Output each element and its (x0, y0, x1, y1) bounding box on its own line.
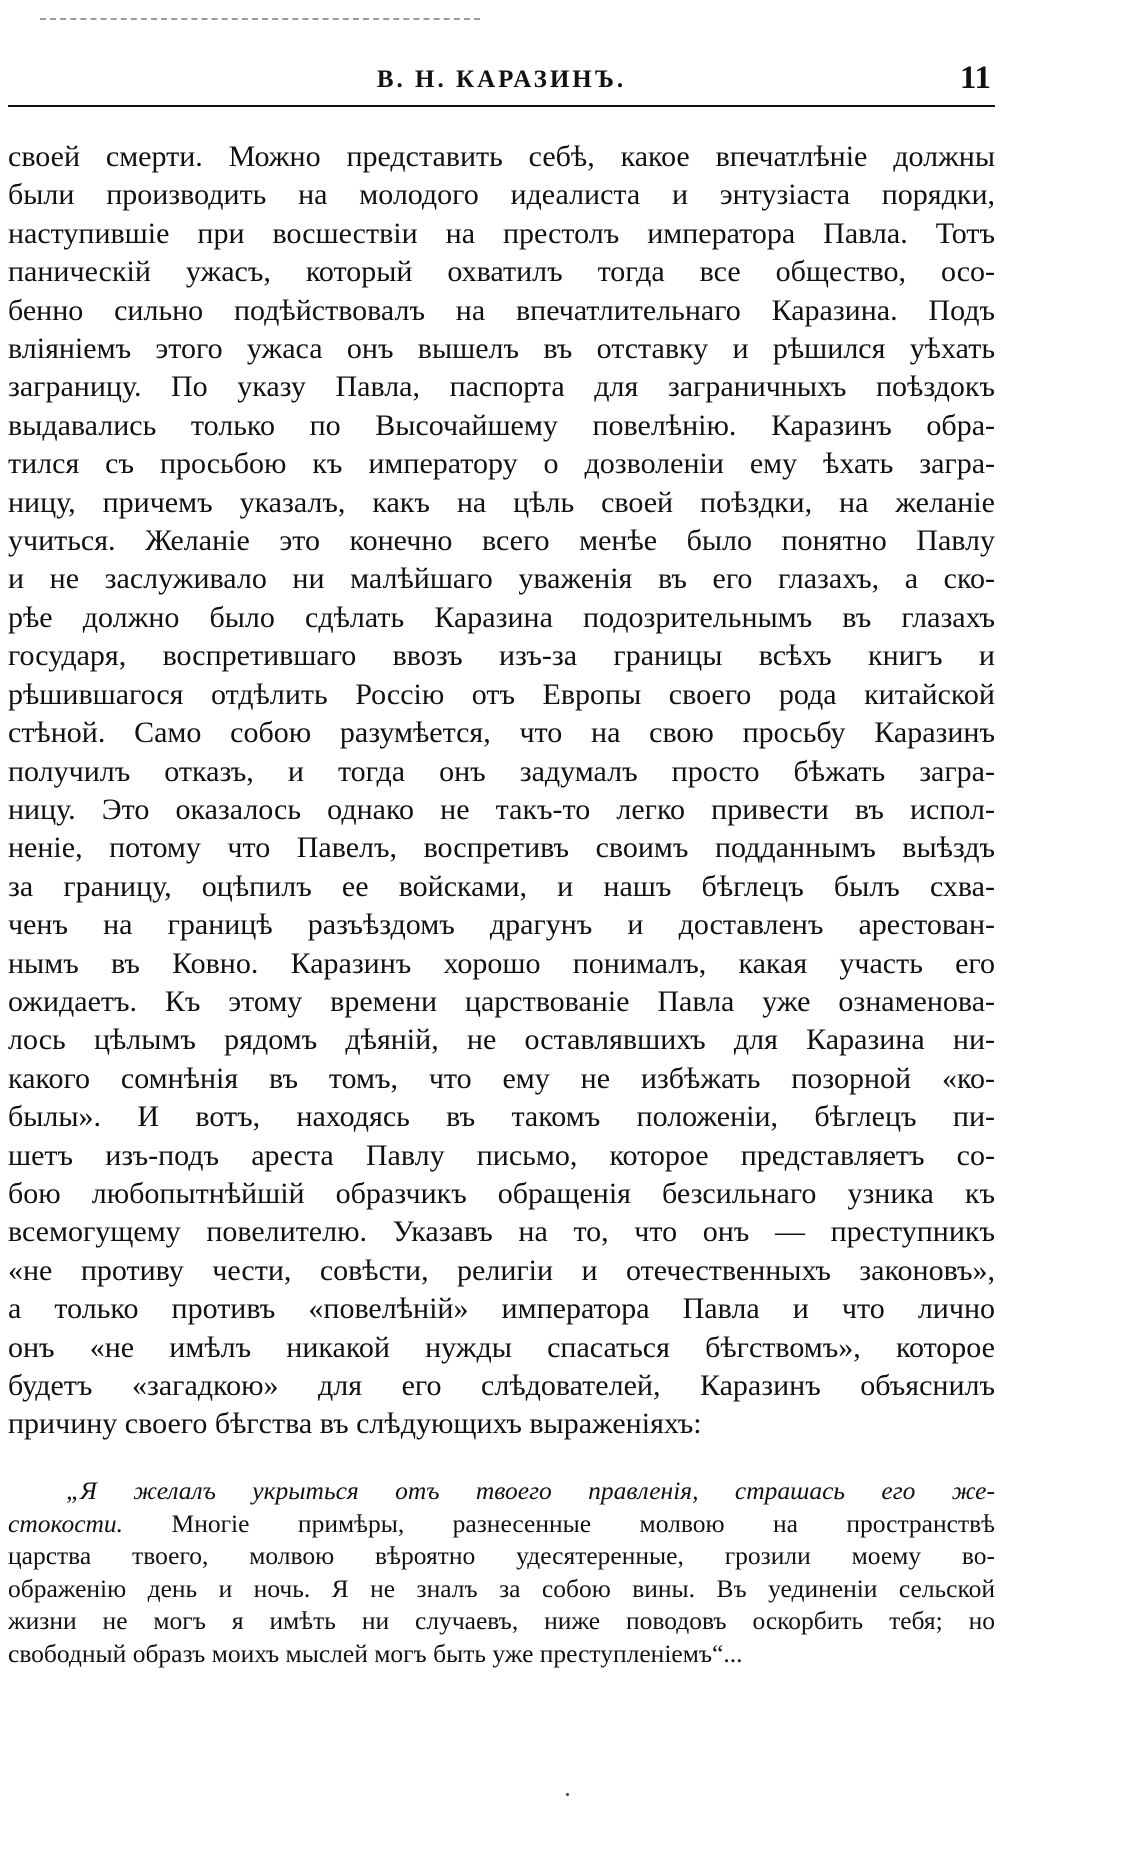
text-line: бою любопытнѣйшій образчикъ обращенія безсильнаго узника къ (8, 1176, 995, 1210)
quote-line: жизни не могъ я имѣть ни случаевъ, ниже поводовъ оскорбить тебя; но (8, 1606, 995, 1635)
text-line: наступившіе при восшествіи на престолъ императора Павла. Тотъ (8, 216, 995, 250)
text-line: своей смерти. Можно представить себѣ, какое впечатлѣніе должны (8, 140, 995, 173)
body-text (8, 138, 995, 1444)
text-line: всемогущему повелителю. Указавъ на то, что онъ — преступникъ (8, 1215, 995, 1249)
text-line: заграницу. По указу Павла, паспорта для заграничныхъ поѣздокъ (8, 370, 995, 404)
text-line: неніе, потому что Павелъ, воспретивъ своимъ подданнымъ выѣздъ (8, 831, 995, 865)
text-line: паническій ужасъ, который охватилъ тогда все общество, осо- (8, 255, 995, 289)
text-line: лось цѣлымъ рядомъ дѣяній, не оставлявшихъ для Каразина ни- (8, 1023, 995, 1057)
text-line: за границу, оцѣпилъ ее войсками, и нашъ бѣглецъ былъ схва- (8, 869, 995, 903)
quote-line (8, 1508, 995, 1541)
text-line: бенно сильно подѣйствовалъ на впечатлительнаго Каразина. Подъ (8, 293, 995, 327)
text-line: были производить на молодого идеалиста и энтузіаста порядки, (8, 178, 995, 212)
text-line: учиться. Желаніе это конечно всего менѣе было понятно Павлу (8, 524, 995, 558)
quote-line: царства твоего, молвою вѣроятно удесятеренные, грозили моему во- (8, 1541, 995, 1570)
text-line: тился съ просьбою къ императору о дозволеніи ему ѣхать загра- (8, 447, 995, 481)
scan-artifact-rule (40, 18, 480, 20)
text-line: выдавались только по Высочайшему повелѣнію. Каразинъ обра- (8, 408, 995, 442)
text-line: государя, воспретившаго ввозъ изъ-за границы всѣхъ книгъ и (8, 639, 995, 673)
text-line: будетъ «загадкою» для его слѣдователей, Каразинъ объяснилъ (8, 1369, 995, 1402)
text-line: ницу. Это оказалось однако не такъ-то легко привести въ испол- (8, 792, 995, 826)
running-head: В. Н. КАРАЗИНЪ. (376, 66, 627, 93)
text-line: причину своего бѣгства въ слѣдующихъ выраженіяхъ: (8, 1407, 702, 1441)
quote-fragment: Многіе примѣры, разнесенные молвою на пространствѣ (123, 1508, 995, 1538)
header-rule (8, 105, 995, 107)
text-line: онъ «не имѣлъ никакой нужды спасаться бѣгствомъ», которое (8, 1330, 995, 1364)
text-line: какого сомнѣнія въ томъ, что ему не избѣжать позорной «ко- (8, 1061, 995, 1095)
text-line: ожидаетъ. Къ этому времени царствованіе Павла уже ознаменова- (8, 984, 995, 1018)
text-line: былы». И вотъ, находясь въ такомъ положеніи, бѣглецъ пи- (8, 1100, 995, 1134)
scan-speck (566, 1793, 569, 1796)
text-line: рѣшившагося отдѣлить Россію отъ Европы своего рода китайской (8, 677, 995, 711)
quoted-letter (8, 1475, 995, 1670)
quote-line: ображенію день и ночь. Я не зналъ за собою вины. Въ уединеніи сельской (8, 1573, 995, 1603)
text-line: стѣной. Само собою разумѣется, что на свою просьбу Каразинъ (8, 716, 995, 750)
quote-line-italic: „Я желалъ укрыться отъ твоего правленія, страшась его же- (66, 1476, 995, 1505)
page-number: 11 (959, 60, 991, 96)
text-line: и не заслуживало ни малѣйшаго уваженія въ его глазахъ, а ско- (8, 562, 995, 596)
text-line: получилъ отказъ, и тогда онъ задумалъ просто бѣжать загра- (8, 754, 995, 788)
text-line: ченъ на границѣ разъѣздомъ драгунъ и доставленъ арестован- (8, 908, 995, 942)
text-line: рѣе должно было сдѣлать Каразина подозрительнымъ въ глазахъ (8, 600, 995, 634)
text-line: шетъ изъ-подъ ареста Павлу письмо, которое представляетъ со- (8, 1138, 995, 1172)
quote-line: свободный образъ моихъ мыслей могъ быть уже преступленіемъ“... (8, 1638, 743, 1668)
page-header (8, 60, 995, 104)
text-line: а только противъ «повелѣній» императора Павла и что лично (8, 1292, 995, 1326)
text-line: вліяніемъ этого ужаса онъ вышелъ въ отставку и рѣшился уѣхать (8, 332, 995, 366)
quote-italic-fragment: стокости. (8, 1508, 124, 1538)
text-line: ницу, причемъ указалъ, какъ на цѣль своей поѣздки, на желаніе (8, 485, 995, 519)
text-line: нымъ въ Ковно. Каразинъ хорошо понималъ, какая участь его (8, 946, 995, 980)
text-line: «не противу чести, совѣсти, религіи и отечественныхъ законовъ», (8, 1253, 995, 1287)
